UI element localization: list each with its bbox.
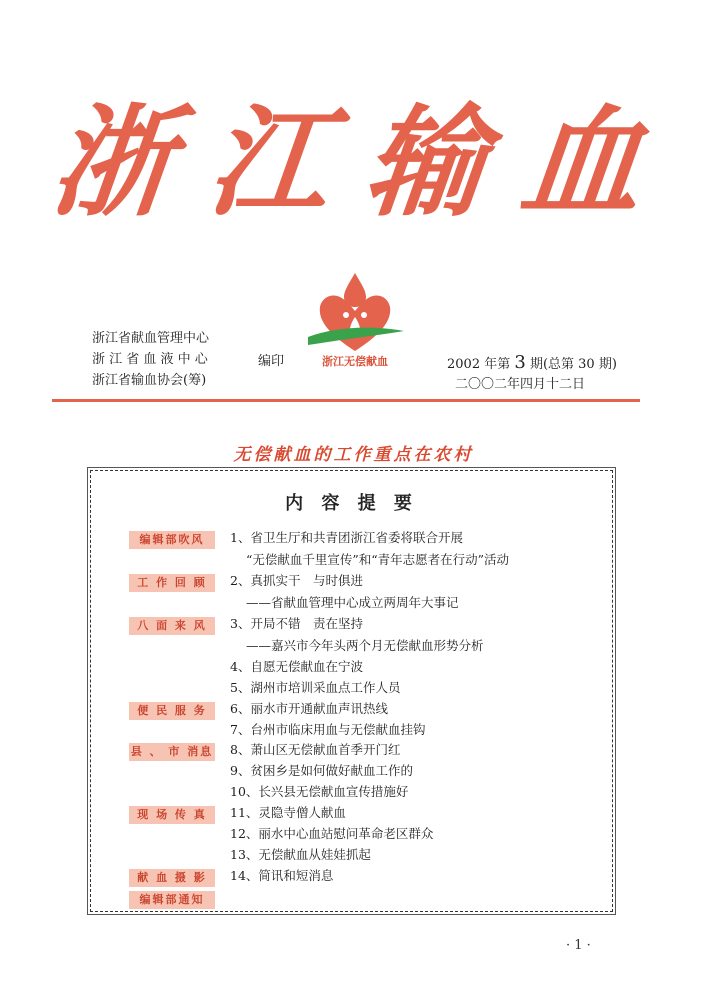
contents-entry: “无偿献血千里宣传”和“青年志愿者在行动”活动 [246,552,510,567]
contents-entry: 14、简讯和短消息 [230,868,334,883]
section-tag: 现 场 传 真 [129,806,215,824]
contents-entry: ——省献血管理中心成立两周年大事记 [246,595,459,610]
publisher-line: 浙 江 省 血 液 中 心 [92,352,208,367]
contents-entry: 8、萧山区无偿献血首季开门红 [230,742,401,757]
publisher-line: 浙江省输血协会(筹) [92,373,207,388]
contents-entry: 9、贫困乡是如何做好献血工作的 [230,763,413,778]
section-tag: 工 作 回 顾 [129,574,215,592]
contents-title: 内 容 提 要 [285,493,418,514]
contents-entry: 10、长兴县无偿献血宣传措施好 [230,784,409,799]
masthead-char-3: 输 [357,92,493,233]
section-tag: 八 面 来 风 [129,617,215,635]
contents-entry: 3、开局不错 责在坚持 [230,616,363,631]
contents-entry: 7、台州市临床用血与无偿献血挂钩 [230,722,426,737]
contents-entry: 5、湖州市培训采血点工作人员 [230,680,401,695]
contents-entry: 4、自愿无偿献血在宁波 [230,659,363,674]
masthead-char-4: 血 [514,92,650,233]
contents-box [90,470,613,912]
issue-info [447,352,617,373]
contents-entry: 12、丽水中心血站慰问革命老区群众 [230,826,434,841]
contents-entry: ——嘉兴市今年头两个月无偿献血形势分析 [246,638,484,653]
editor-label: 编印 [258,354,285,369]
contents-entry: 6、丽水市开通献血声讯热线 [230,701,388,716]
masthead-title [44,78,650,248]
section-tag: 便 民 服 务 [129,702,215,720]
issue-date: 二〇〇二年四月十二日 [455,377,586,392]
page-number: · 1 · [566,938,591,953]
contents-entry: 11、灵隐寺僧人献血 [230,805,346,820]
masthead-char-2: 江 [201,92,337,233]
masthead-char-1: 浙 [44,92,180,233]
section-tag: 编辑部通知 [129,891,215,909]
section-tag: 献 血 摄 影 [129,869,215,887]
section-tag: 县 、 市 消息 [129,743,215,761]
logo-caption: 浙江无偿献血 [322,355,388,368]
publisher-list [92,328,209,391]
contents-entry: 1、省卫生厅和共青团浙江省委将联合开展 [230,530,463,545]
publisher-line: 浙江省献血管理中心 [92,331,210,346]
section-tag: 编辑部吹风 [129,531,215,549]
contents-entry: 2、真抓实干 与时俱进 [230,573,363,588]
issue-number: 3 [514,352,526,373]
header-divider [52,399,640,402]
blood-donation-logo [300,265,410,375]
issue-suffix: 期(总第 30 期) [525,357,617,372]
headline: 无偿献血的工作重点在农村 [233,445,474,465]
contents-entry: 13、无偿献血从娃娃抓起 [230,847,371,862]
issue-prefix: 2002 年第 [447,357,515,372]
